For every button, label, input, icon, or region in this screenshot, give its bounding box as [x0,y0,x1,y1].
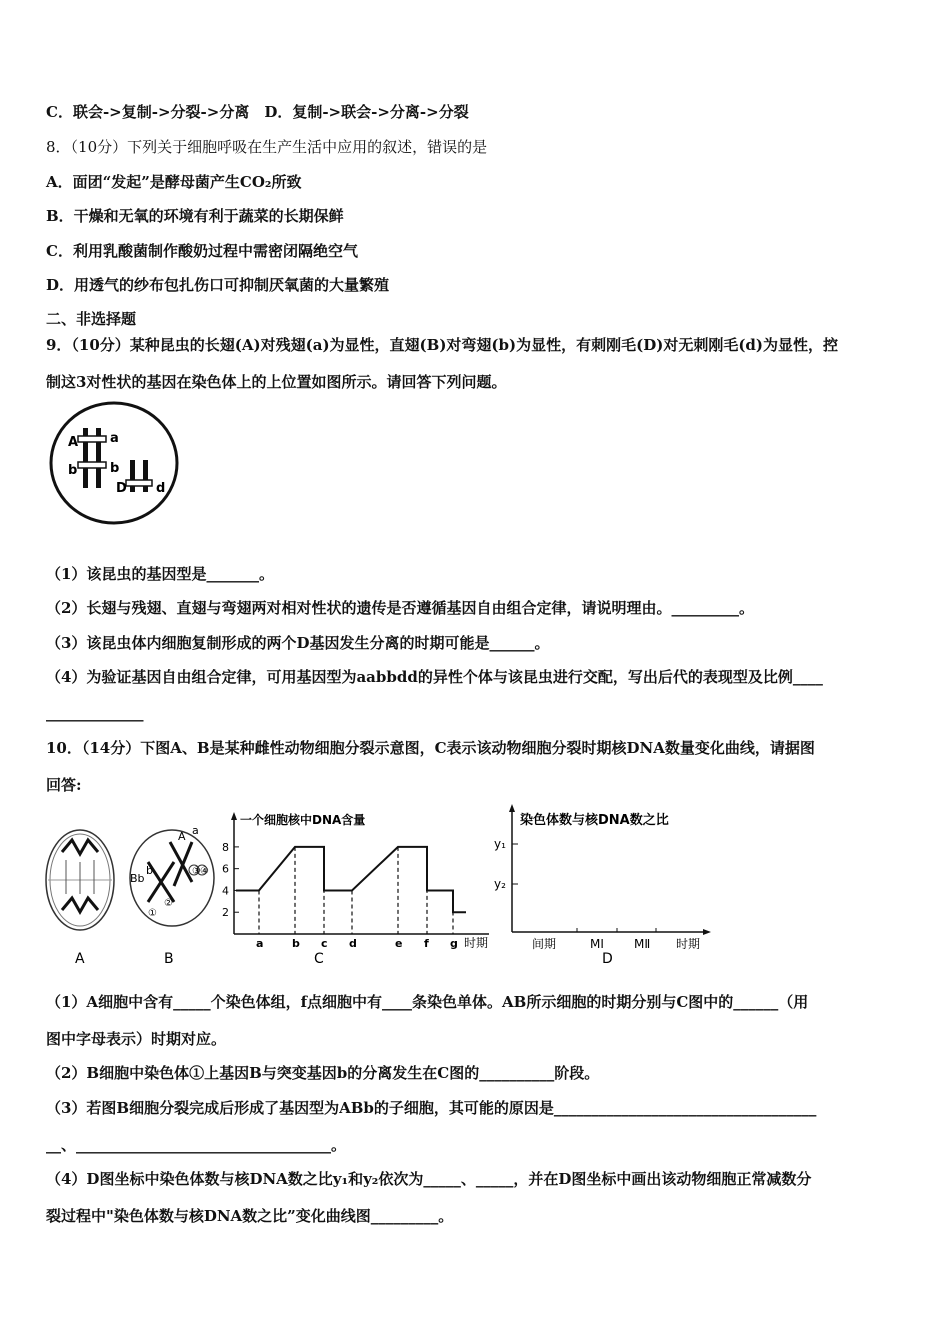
gene-label-d: d [156,481,166,496]
gene-label-b-left: b [68,463,78,478]
chart-d-x-m2: MⅡ [634,937,651,951]
q9-part4-blank: _____________ [46,704,144,722]
chart-c-title: 一个细胞核中DNA含量 [240,813,366,827]
cell-b-gene-a: a [192,824,199,837]
chart-d-x-m1: MⅠ [590,937,604,951]
q9-part2: （2）长翅与残翅、直翅与弯翅两对相对性状的遗传是否遵循基因自由组合定律，请说明理由。_________。 [46,599,754,617]
chromosome-2b [143,460,148,492]
q10-stem-line2: 回答: [46,776,82,794]
chart-c-series-line [236,847,466,912]
chart-c-xtick-b: b [292,937,300,950]
gene-label-D: D [116,481,127,496]
q9-cell-figure [46,398,186,528]
section-heading: 二、非选择题 [46,310,137,328]
cell-a-figure [46,830,114,930]
q8-option-c: C．利用乳酸菌制作酸奶过程中需密闭隔绝空气 [46,242,358,260]
chart-c [222,812,489,950]
q8-option-b: B．干燥和无氧的环境有利于蔬菜的长期保鲜 [46,207,344,225]
chart-c-xtick-c: c [321,937,328,950]
q10-figure-row [42,802,722,972]
q10-part4-line2: 裂过程中"染色体数与核DNA数之比”变化曲线图_________。 [46,1207,454,1225]
chart-c-y-arrow [231,812,237,820]
q10-part2: （2）B细胞中染色体①上基因B与突变基因b的分离发生在C图的__________阶段。 [46,1064,600,1082]
q7-option-cd: C．联会->复制->分裂->分离 D．复制->联会->分离->分裂 [46,103,469,121]
cell-b-gene-b: b [146,864,153,877]
chart-d-x-unit: 时期 [676,937,701,951]
cell-b-chrom-3: ③ [192,866,201,877]
chart-c-ytick-label-2: 2 [222,906,229,920]
q9-stem-line1: 9．（10分）某种昆虫的长翅(A)对残翅(a)为显性，直翅(B)对弯翅(b)为显性，有刺刚毛(D)对无刺刚毛(d)为显性，控 [46,336,839,354]
cell-b-chrom-2: ② [164,898,173,909]
q10-part1-line1: （1）A细胞中含有_____个染色体组，f点细胞中有____条染色单体。AB所示细胞的时期分别与C图中的______（用 [46,993,809,1011]
chart-d-x-interphase: 间期 [532,937,557,951]
label-c: C [314,951,324,967]
gene-label-a: a [110,431,119,446]
cell-b-gene-A: A [178,830,186,843]
label-a: A [75,951,85,967]
q8-stem: 8．（10分）下列关于细胞呼吸在生产生活中应用的叙述，错误的是 [46,138,488,156]
chart-c-x-label: 时期 [464,936,489,950]
q10-part3-line2: __、__________________________________。 [46,1136,347,1154]
chart-c-ytick-label-4: 4 [222,884,229,898]
chart-c-ytick-label-6: 6 [222,862,229,876]
q9-stem-line2: 制这3对性状的基因在染色体上的上位置如图所示。请回答下列问题。 [46,373,507,391]
chart-c-xtick-e: e [395,937,403,950]
chart-d-y1: y₁ [494,837,506,851]
chart-c-ytick-label-8: 8 [222,840,229,854]
chart-c-xtick-g: g [450,937,458,950]
chart-c-xtick-f: f [424,937,429,950]
chart-d-title: 染色体数与核DNA数之比 [520,813,669,828]
label-d: D [602,951,613,967]
q8-option-d: D．用透气的纱布包扎伤口可抑制厌氧菌的大量繁殖 [46,276,390,294]
cell-b-gene-Bb: Bb [130,872,145,885]
q10-part1-line2: 图中字母表示）时期对应。 [46,1030,227,1048]
q8-option-a: A．面团“发起”是酵母菌产生CO₂所致 [46,173,302,191]
cell-b-chrom-1: ① [148,908,157,919]
q9-part4: （4）为验证基因自由组合定律，可用基因型为aabbdd的异性个体与该昆虫进行交配，写出后代的表现型及比例____ [46,668,823,686]
label-b: B [164,951,174,967]
q10-part3-line1: （3）若图B细胞分裂完成后形成了基因型为ABb的子细胞，其可能的原因是___________________________________ [46,1099,817,1117]
chart-c-xtick-a: a [256,937,264,950]
q9-part3: （3）该昆虫体内细胞复制形成的两个D基因发生分离的时期可能是______。 [46,634,550,652]
gene-label-A: A [68,435,79,450]
chromosome-2a [130,460,135,492]
q10-stem-line1: 10．（14分）下图A、B是某种雌性动物细胞分裂示意图，C表示该动物细胞分裂时期核DNA数量变化曲线，请据图 [46,739,815,757]
cell-b-chrom-4: ④ [200,866,209,877]
gene-label-b-right: b [110,461,120,476]
chart-c-xtick-d: d [349,937,357,950]
chart-d-y2: y₂ [494,877,506,891]
q10-part4-line1: （4）D图坐标中染色体数与核DNA数之比y₁和y₂依次为_____、_____，并在D图坐标中画出该动物细胞正常减数分 [46,1170,812,1188]
q9-part1: （1）该昆虫的基因型是_______。 [46,565,274,583]
